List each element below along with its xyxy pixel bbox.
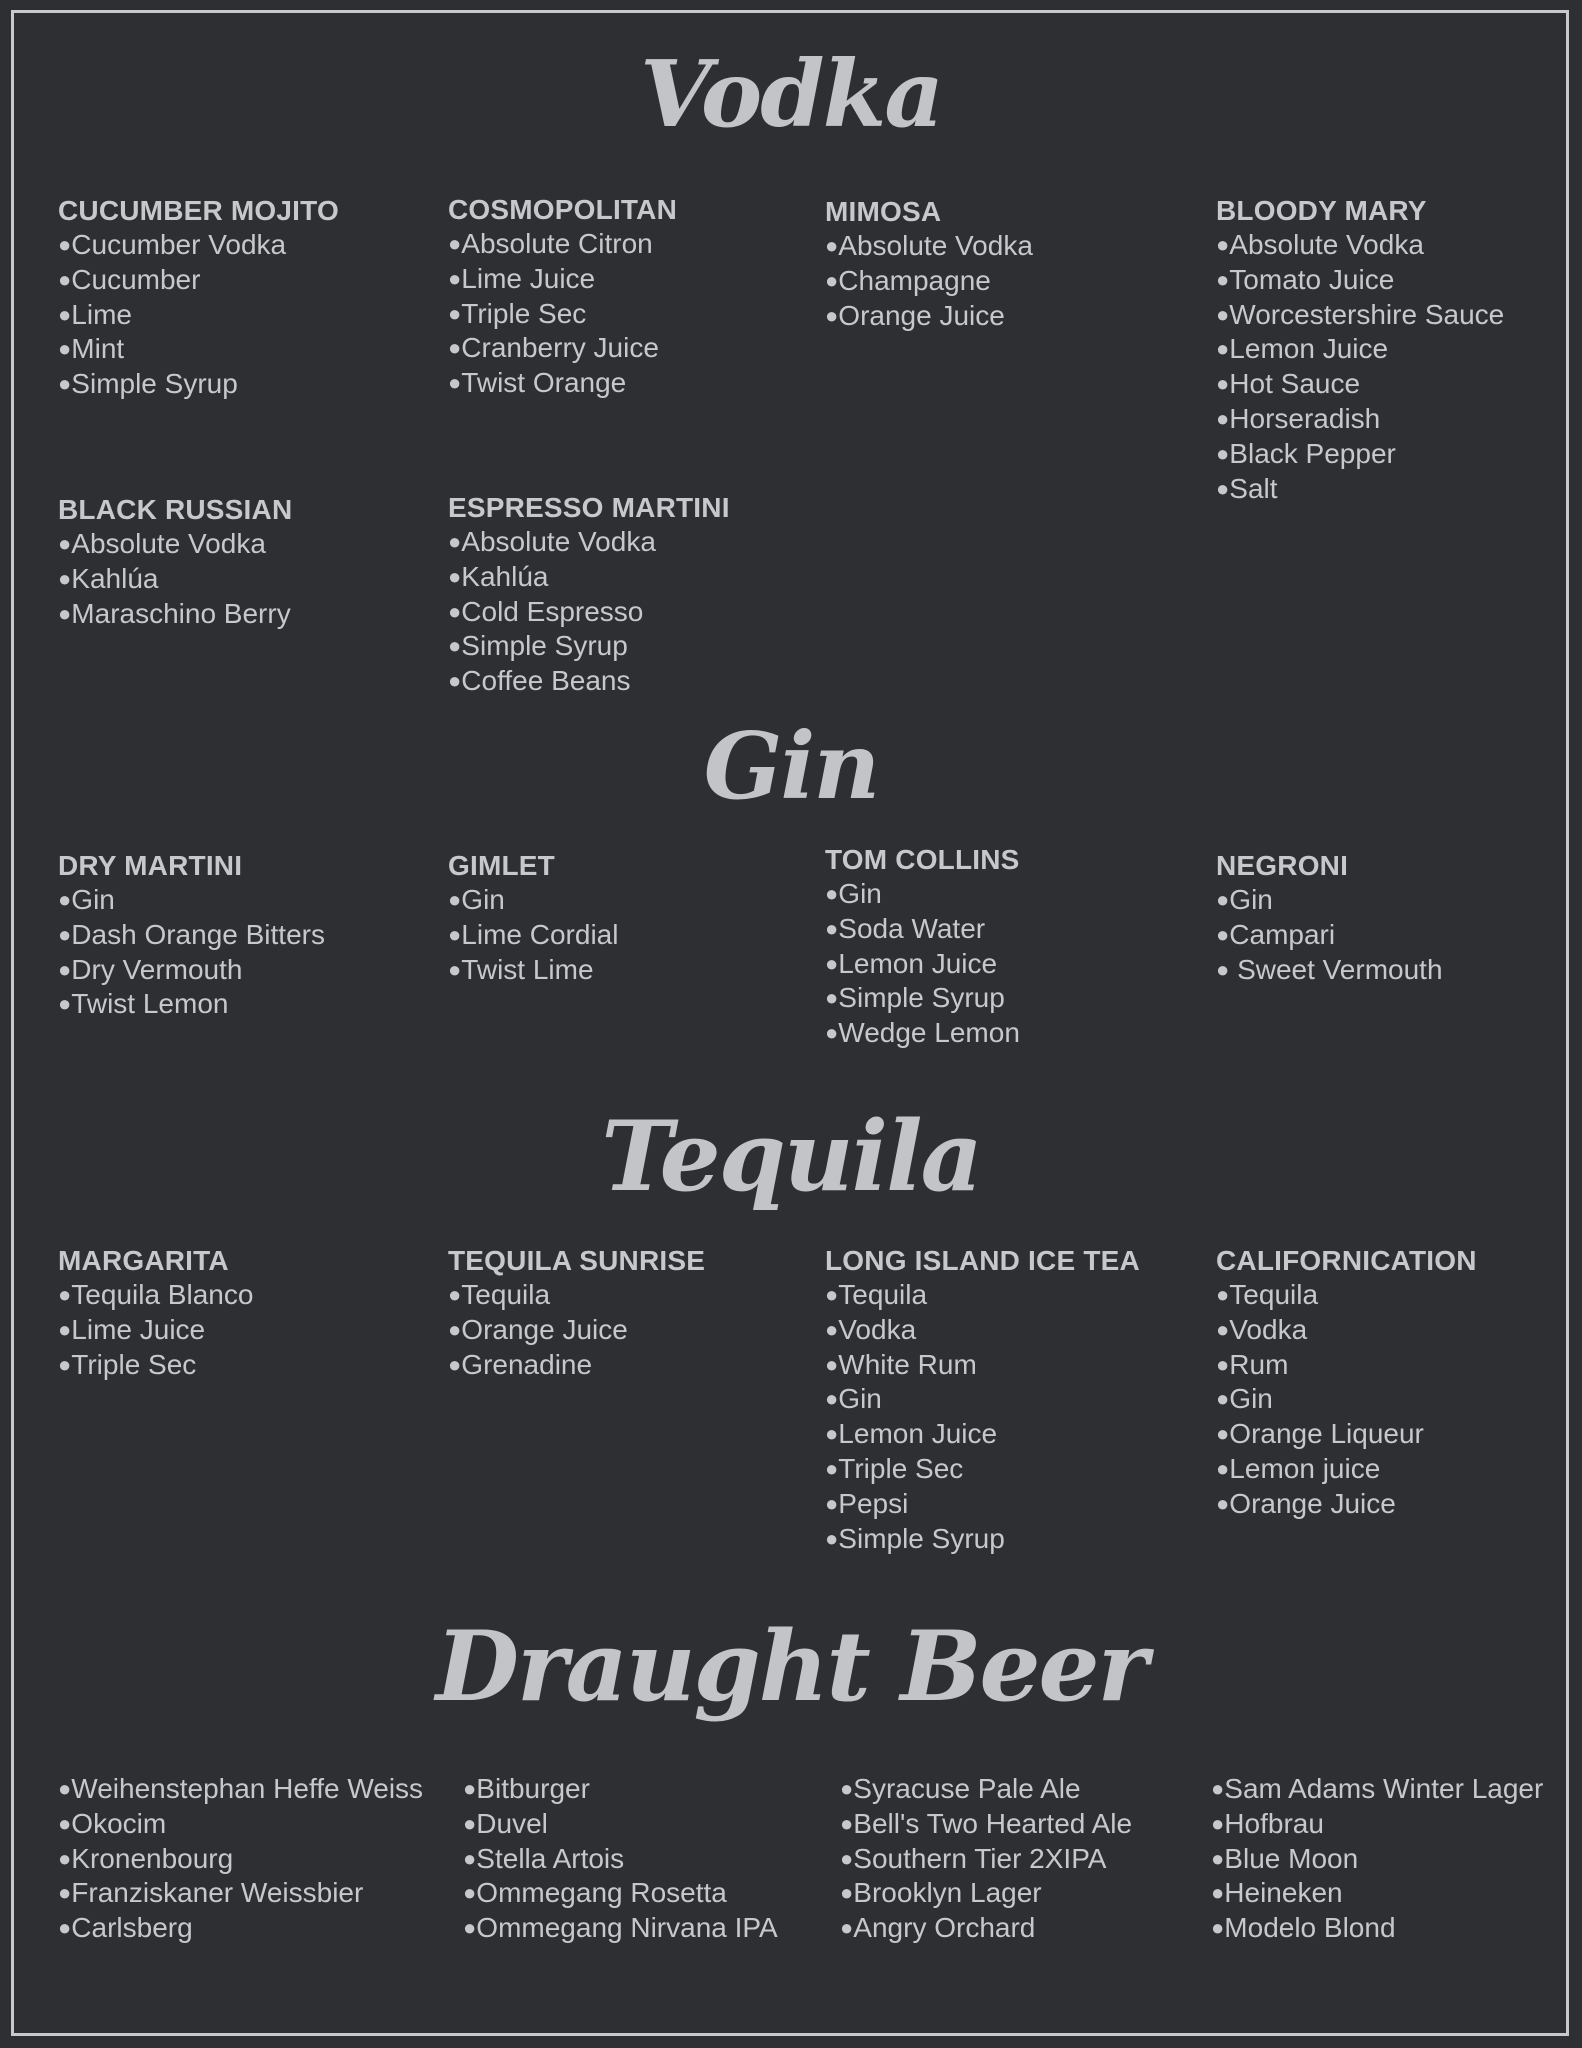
ingredient-label: Absolute Vodka — [1229, 229, 1424, 260]
bullet-icon: ● — [1216, 887, 1230, 912]
bullet-icon: ● — [58, 1776, 72, 1801]
ingredient-label: Dash Orange Bitters — [71, 918, 325, 950]
bullet-icon: ● — [825, 1316, 839, 1342]
ingredient-label: Dry Vermouth — [71, 953, 243, 985]
bullet-icon: ● — [1211, 1810, 1225, 1836]
ingredient-item — [1216, 228, 1504, 263]
ingredient-label: Orange Juice — [461, 1313, 628, 1345]
ingredient-item — [448, 262, 677, 297]
bullet-icon: ● — [1216, 475, 1230, 501]
bullet-icon: ● — [1216, 371, 1230, 397]
drink-block — [448, 491, 730, 699]
ingredient-label: Kahlúa — [461, 560, 549, 592]
bullet-icon: ● — [1211, 1915, 1225, 1941]
ingredient-label: Lemon Juice — [838, 1418, 998, 1450]
ingredient-item — [825, 1382, 1140, 1417]
ingredient-item — [58, 883, 325, 918]
ingredient-label: Twist Lime — [461, 953, 594, 985]
ingredient-label: Kronenbourg — [71, 1842, 234, 1874]
bullet-icon: ● — [825, 1282, 839, 1307]
bullet-icon: ● — [463, 1810, 477, 1836]
ingredient-item — [58, 597, 292, 632]
bullet-icon: ● — [825, 1525, 839, 1551]
ingredient-item — [1216, 918, 1443, 953]
ingredient-label: Hofbrau — [1224, 1807, 1324, 1839]
ingredient-label: Weihenstephan Heffe Weiss — [71, 1773, 424, 1804]
ingredient-label: Bitburger — [476, 1773, 590, 1804]
bullet-icon: ● — [58, 1880, 72, 1906]
drink-name: CUCUMBER MOJITO — [58, 195, 339, 226]
ingredient-item — [58, 367, 339, 402]
bullet-icon: ● — [1216, 921, 1230, 947]
drink-block — [825, 1244, 1140, 1556]
bullet-icon: ● — [448, 563, 462, 589]
drink-block — [58, 493, 292, 631]
bullet-icon: ● — [825, 1020, 839, 1046]
beer-column — [463, 1772, 778, 1946]
bullet-icon: ● — [58, 1915, 72, 1941]
ingredient-item — [448, 525, 730, 560]
ingredient-item — [840, 1876, 1132, 1911]
bullet-icon: ● — [1216, 1351, 1230, 1377]
ingredient-label: Heineken — [1224, 1877, 1343, 1909]
ingredient-label: Gin — [1229, 884, 1273, 915]
ingredient-item — [58, 918, 325, 953]
bullet-icon: ● — [58, 921, 72, 947]
ingredient-label: Southern Tier 2XIPA — [853, 1842, 1107, 1874]
bullet-icon: ● — [825, 267, 839, 293]
ingredient-item — [825, 912, 1020, 947]
bullet-icon: ● — [448, 668, 462, 694]
bullet-icon: ● — [825, 1421, 839, 1447]
ingredient-item — [1216, 367, 1504, 402]
drink-block — [825, 195, 1033, 333]
ingredient-item — [825, 1452, 1140, 1487]
bullet-icon: ● — [448, 921, 462, 947]
ingredient-label: Cucumber — [71, 263, 201, 295]
drink-name: BLOODY MARY — [1216, 195, 1427, 226]
bullet-icon: ● — [825, 950, 839, 976]
ingredient-label: Lime — [71, 298, 132, 330]
section-title-gin: Gin — [703, 712, 879, 820]
ingredient-item — [463, 1807, 778, 1842]
ingredient-label: Carlsberg — [71, 1912, 193, 1944]
ingredient-label: Twist Lemon — [71, 988, 229, 1020]
ingredient-label: Rum — [1229, 1348, 1289, 1380]
drink-name: TEQUILA SUNRISE — [448, 1245, 706, 1276]
ingredient-item — [1216, 953, 1443, 988]
ingredient-item — [448, 595, 730, 630]
bullet-icon: ● — [58, 600, 72, 626]
ingredient-item — [825, 299, 1033, 334]
ingredient-item — [463, 1911, 778, 1946]
bullet-icon: ● — [448, 956, 462, 982]
bullet-icon: ● — [58, 531, 72, 556]
ingredient-label: Simple Syrup — [71, 368, 238, 400]
bullet-icon: ● — [58, 565, 72, 591]
ingredient-item — [1216, 1313, 1477, 1348]
ingredient-label: Lemon Juice — [838, 947, 998, 979]
bullet-icon: ● — [58, 1282, 72, 1307]
ingredient-item — [58, 1772, 423, 1807]
ingredient-item — [1216, 437, 1504, 472]
bullet-icon: ● — [1216, 336, 1230, 362]
bullet-icon: ● — [825, 302, 839, 328]
bullet-icon: ● — [825, 881, 839, 906]
bullet-icon: ● — [1211, 1845, 1225, 1871]
ingredient-label: Sam Adams Winter Lager — [1224, 1773, 1544, 1804]
ingredient-item — [58, 228, 339, 263]
bullet-icon: ● — [58, 887, 72, 912]
bullet-icon: ● — [448, 633, 462, 659]
ingredient-label: Duvel — [476, 1807, 548, 1839]
ingredient-item — [825, 981, 1020, 1016]
bullet-icon: ● — [1216, 1386, 1230, 1412]
ingredient-label: Absolute Vodka — [71, 528, 266, 559]
ingredient-item — [825, 229, 1033, 264]
ingredient-item — [58, 1876, 423, 1911]
bullet-icon: ● — [1216, 266, 1230, 292]
ingredient-label: Pepsi — [838, 1487, 909, 1519]
bullet-icon: ● — [825, 1386, 839, 1412]
ingredient-label: Soda Water — [838, 912, 986, 944]
drink-name: BLACK RUSSIAN — [58, 494, 293, 525]
ingredient-label: Champagne — [838, 264, 991, 296]
ingredient-item — [463, 1876, 778, 1911]
ingredient-label: Brooklyn Lager — [853, 1877, 1042, 1909]
ingredient-item — [58, 1911, 423, 1946]
drink-block — [58, 849, 325, 1022]
ingredient-label: Lemon juice — [1229, 1452, 1381, 1484]
drink-block — [448, 849, 618, 987]
bullet-icon: ● — [825, 1490, 839, 1516]
ingredient-item — [58, 527, 292, 562]
section-title-vodka: Vodka — [640, 40, 942, 148]
ingredient-label: Lime Cordial — [461, 918, 619, 950]
ingredient-item — [448, 297, 677, 332]
drink-block — [58, 194, 339, 402]
bullet-icon: ● — [825, 1351, 839, 1377]
ingredient-label: Tomato Juice — [1229, 263, 1395, 295]
ingredient-item — [1211, 1772, 1543, 1807]
section-title-tequila: Tequila — [601, 1100, 981, 1213]
bullet-icon: ● — [448, 529, 462, 554]
ingredient-item — [1216, 1417, 1477, 1452]
ingredient-item — [840, 1842, 1132, 1877]
ingredient-label: Wedge Lemon — [838, 1017, 1020, 1049]
ingredient-label: Simple Syrup — [838, 1522, 1005, 1554]
ingredient-label: Campari — [1229, 918, 1336, 950]
ingredient-item — [1216, 332, 1504, 367]
bullet-icon: ● — [1216, 1282, 1230, 1307]
ingredient-item — [1216, 298, 1504, 333]
ingredient-item — [448, 1348, 705, 1383]
ingredient-item — [58, 1278, 253, 1313]
drink-block — [1216, 849, 1443, 987]
drink-name: GIMLET — [448, 850, 555, 881]
ingredient-label: Bell's Two Hearted Ale — [853, 1807, 1133, 1839]
ingredient-item — [840, 1911, 1132, 1946]
ingredient-label: Gin — [461, 884, 505, 915]
ingredient-item — [1216, 1452, 1477, 1487]
ingredient-label: Gin — [838, 878, 882, 909]
ingredient-label: Franziskaner Weissbier — [71, 1877, 364, 1909]
ingredient-label: Tequila — [461, 1279, 551, 1310]
ingredient-item — [825, 1313, 1140, 1348]
ingredient-item — [825, 1348, 1140, 1383]
ingredient-item — [1211, 1911, 1543, 1946]
ingredient-item — [840, 1807, 1132, 1842]
ingredient-item — [825, 1487, 1140, 1522]
bullet-icon: ● — [448, 265, 462, 291]
bullet-icon: ● — [1216, 956, 1230, 982]
drink-name: COSMOPOLITAN — [448, 194, 677, 225]
drink-block — [448, 193, 677, 401]
ingredient-label: Mint — [71, 333, 125, 365]
ingredient-label: Sweet Vermouth — [1229, 953, 1443, 985]
bullet-icon: ● — [840, 1915, 854, 1941]
ingredient-item — [840, 1772, 1132, 1807]
bullet-icon: ● — [58, 1316, 72, 1342]
ingredient-item — [58, 1842, 423, 1877]
bullet-icon: ● — [448, 231, 462, 256]
bullet-icon: ● — [825, 915, 839, 941]
ingredient-label: Lemon Juice — [1229, 333, 1389, 365]
bullet-icon: ● — [1216, 440, 1230, 466]
ingredient-label: Tequila Blanco — [71, 1279, 254, 1310]
bullet-icon: ● — [448, 1282, 462, 1307]
ingredient-item — [463, 1842, 778, 1877]
ingredient-item — [448, 629, 730, 664]
ingredient-label: Ommegang Nirvana IPA — [476, 1912, 778, 1944]
drink-name: CALIFORNICATION — [1216, 1245, 1477, 1276]
bullet-icon: ● — [463, 1880, 477, 1906]
ingredient-label: Orange Juice — [838, 299, 1005, 331]
bullet-icon: ● — [58, 336, 72, 362]
ingredient-item — [58, 263, 339, 298]
beer-column — [840, 1772, 1132, 1946]
bullet-icon: ● — [840, 1810, 854, 1836]
ingredient-label: Cold Espresso — [461, 595, 644, 627]
ingredient-item — [58, 1807, 423, 1842]
bullet-icon: ● — [1216, 301, 1230, 327]
bullet-icon: ● — [448, 1316, 462, 1342]
ingredient-label: Triple Sec — [461, 297, 587, 329]
ingredient-label: Blue Moon — [1224, 1842, 1359, 1874]
ingredient-item — [825, 877, 1020, 912]
bullet-icon: ● — [58, 1845, 72, 1871]
ingredient-item — [825, 1417, 1140, 1452]
ingredient-label: Coffee Beans — [461, 665, 631, 697]
ingredient-item — [1211, 1807, 1543, 1842]
ingredient-label: Horseradish — [1229, 402, 1381, 434]
ingredient-item — [1216, 402, 1504, 437]
ingredient-label: Cranberry Juice — [461, 332, 659, 364]
drink-block — [825, 843, 1020, 1051]
bullet-icon: ● — [825, 1455, 839, 1481]
ingredient-label: Vodka — [1229, 1313, 1308, 1345]
ingredient-item — [1216, 472, 1504, 507]
bullet-icon: ● — [1216, 1316, 1230, 1342]
bullet-icon: ● — [58, 371, 72, 397]
bullet-icon: ● — [58, 232, 72, 257]
bullet-icon: ● — [825, 233, 839, 258]
bullet-icon: ● — [448, 370, 462, 396]
ingredient-item — [448, 560, 730, 595]
ingredient-label: Simple Syrup — [461, 630, 628, 662]
section-title-draught-beer: Draught Beer — [435, 1610, 1147, 1723]
bullet-icon: ● — [448, 300, 462, 326]
ingredient-item — [448, 1313, 705, 1348]
ingredient-label: Black Pepper — [1229, 437, 1396, 469]
bullet-icon: ● — [58, 991, 72, 1017]
ingredient-label: Absolute Vodka — [461, 526, 656, 557]
ingredient-label: Absolute Citron — [461, 228, 653, 259]
ingredient-label: Tequila — [1229, 1279, 1319, 1310]
bullet-icon: ● — [448, 1351, 462, 1377]
ingredient-item — [58, 1313, 253, 1348]
ingredient-label: Gin — [1229, 1383, 1273, 1415]
bullet-icon: ● — [1216, 405, 1230, 431]
ingredient-item — [825, 264, 1033, 299]
bullet-icon: ● — [840, 1880, 854, 1906]
ingredient-label: Orange Juice — [1229, 1487, 1396, 1519]
ingredient-label: Cucumber Vodka — [71, 229, 287, 260]
ingredient-label: Okocim — [71, 1807, 167, 1839]
bullet-icon: ● — [463, 1776, 477, 1801]
drink-block — [1216, 194, 1504, 506]
ingredient-item — [448, 953, 618, 988]
ingredient-label: Lime Juice — [461, 262, 596, 294]
drink-name: NEGRONI — [1216, 850, 1349, 881]
drink-name: LONG ISLAND ICE TEA — [825, 1245, 1140, 1276]
bullet-icon: ● — [1211, 1880, 1225, 1906]
bullet-icon: ● — [840, 1776, 854, 1801]
ingredient-item — [448, 366, 677, 401]
ingredient-item — [448, 918, 618, 953]
bullet-icon: ● — [1211, 1776, 1225, 1801]
bullet-icon: ● — [1216, 232, 1230, 257]
drink-name: MARGARITA — [58, 1245, 229, 1276]
ingredient-item — [448, 883, 618, 918]
bullet-icon: ● — [448, 887, 462, 912]
drink-block — [58, 1244, 253, 1382]
ingredient-label: Absolute Vodka — [838, 230, 1033, 261]
bullet-icon: ● — [1216, 1421, 1230, 1447]
ingredient-label: Ommegang Rosetta — [476, 1877, 727, 1909]
ingredient-item — [58, 1348, 253, 1383]
ingredient-item — [1216, 1278, 1477, 1313]
ingredient-item — [825, 1278, 1140, 1313]
ingredient-item — [448, 1278, 705, 1313]
ingredient-label: Gin — [71, 884, 115, 915]
ingredient-label: Vodka — [838, 1313, 917, 1345]
ingredient-item — [825, 947, 1020, 982]
ingredient-item — [1211, 1842, 1543, 1877]
ingredient-label: Syracuse Pale Ale — [853, 1773, 1081, 1804]
ingredient-item — [58, 298, 339, 333]
bullet-icon: ● — [1216, 1455, 1230, 1481]
ingredient-label: Triple Sec — [71, 1348, 197, 1380]
ingredient-label: Grenadine — [461, 1348, 593, 1380]
beer-column — [58, 1772, 423, 1946]
ingredient-item — [463, 1772, 778, 1807]
drink-block — [1216, 1244, 1477, 1522]
ingredient-label: Worcestershire Sauce — [1229, 298, 1505, 330]
ingredient-label: Orange Liqueur — [1229, 1418, 1424, 1450]
ingredient-item — [448, 331, 677, 366]
bullet-icon: ● — [463, 1915, 477, 1941]
bullet-icon: ● — [58, 1351, 72, 1377]
bullet-icon: ● — [448, 598, 462, 624]
bullet-icon: ● — [58, 956, 72, 982]
ingredient-label: Salt — [1229, 472, 1278, 504]
drink-name: DRY MARTINI — [58, 850, 243, 881]
ingredient-item — [1216, 883, 1443, 918]
ingredient-label: Gin — [838, 1383, 882, 1415]
bullet-icon: ● — [825, 985, 839, 1011]
ingredient-label: Tequila — [838, 1279, 928, 1310]
ingredient-item — [825, 1016, 1020, 1051]
ingredient-label: Lime Juice — [71, 1313, 206, 1345]
ingredient-item — [1216, 1487, 1477, 1522]
drink-name: TOM COLLINS — [825, 844, 1020, 875]
ingredient-label: Twist Orange — [461, 367, 627, 399]
bullet-icon: ● — [58, 301, 72, 327]
ingredient-label: Kahlúa — [71, 562, 159, 594]
bullet-icon: ● — [840, 1845, 854, 1871]
ingredient-item — [1216, 263, 1504, 298]
bullet-icon: ● — [448, 335, 462, 361]
ingredient-label: Modelo Blond — [1224, 1912, 1396, 1944]
ingredient-item — [1211, 1876, 1543, 1911]
beer-column — [1211, 1772, 1543, 1946]
ingredient-item — [58, 332, 339, 367]
ingredient-item — [58, 953, 325, 988]
ingredient-item — [448, 227, 677, 262]
drink-name: MIMOSA — [825, 196, 942, 227]
ingredient-label: White Rum — [838, 1348, 977, 1380]
bullet-icon: ● — [58, 266, 72, 292]
ingredient-item — [58, 562, 292, 597]
drink-block — [448, 1244, 705, 1382]
ingredient-label: Maraschino Berry — [71, 597, 291, 629]
ingredient-item — [448, 664, 730, 699]
ingredient-item — [825, 1522, 1140, 1557]
ingredient-item — [58, 987, 325, 1022]
ingredient-label: Hot Sauce — [1229, 368, 1361, 400]
ingredient-label: Stella Artois — [476, 1842, 625, 1874]
ingredient-label: Simple Syrup — [838, 982, 1005, 1014]
bullet-icon: ● — [58, 1810, 72, 1836]
bullet-icon: ● — [1216, 1490, 1230, 1516]
ingredient-item — [1216, 1348, 1477, 1383]
drink-name: ESPRESSO MARTINI — [448, 492, 730, 523]
bullet-icon: ● — [463, 1845, 477, 1871]
ingredient-label: Angry Orchard — [853, 1912, 1036, 1944]
ingredient-item — [1216, 1382, 1477, 1417]
ingredient-label: Triple Sec — [838, 1452, 964, 1484]
